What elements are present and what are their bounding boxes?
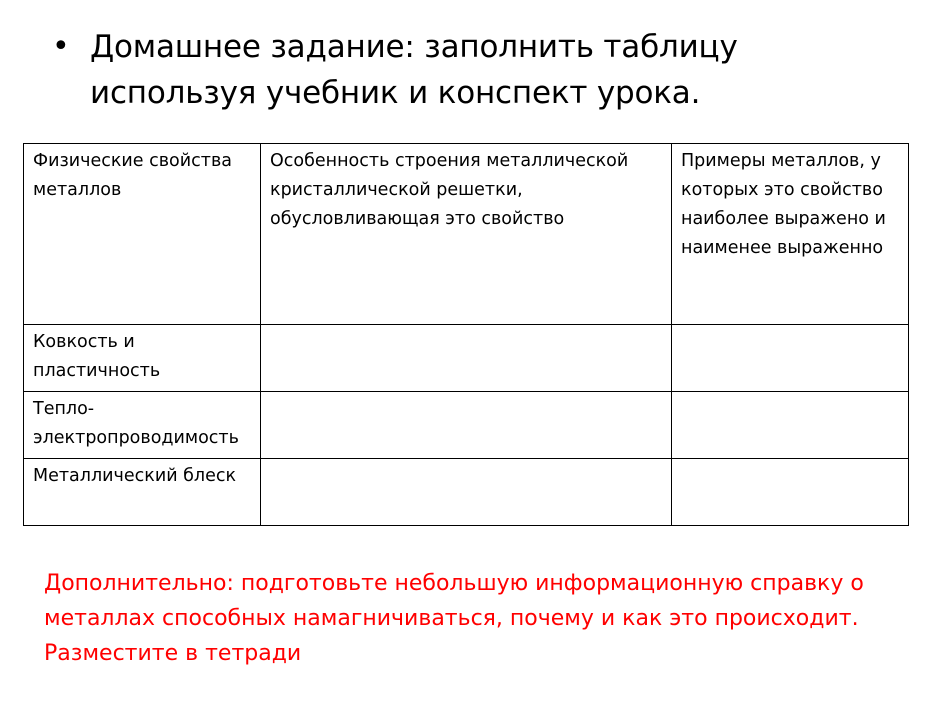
additional-task-note: Дополнительно: подготовьте небольшую информационную справку о металлах способных намагничиваться, почему и как это происходит. Разместите в тетради	[44, 571, 864, 666]
property-cell: Ковкость и пластичность	[24, 325, 261, 392]
table-row	[24, 392, 909, 459]
homework-heading: Домашнее задание: заполнить таблицу используя учебник и конспект урока.	[90, 29, 738, 111]
property-cell: Тепло-электропроводимость	[24, 392, 261, 459]
header-physical-properties: Физические свойства металлов	[24, 144, 261, 325]
bullet-icon: •	[52, 29, 70, 64]
heading-bullet-item	[52, 24, 912, 116]
header-lattice-feature: Особенность строения металлической кристаллической решетки, обусловливающая это свойство	[261, 144, 672, 325]
table-row	[24, 325, 909, 392]
metal-examples-cell[interactable]	[672, 392, 909, 459]
lattice-feature-cell[interactable]	[261, 325, 672, 392]
header-metal-examples: Примеры металлов, у которых это свойство наиболее выражено и наименее выраженно	[672, 144, 909, 325]
metal-examples-cell[interactable]	[672, 325, 909, 392]
lattice-feature-cell[interactable]	[261, 459, 672, 526]
table-header-row	[24, 144, 909, 325]
lattice-feature-cell[interactable]	[261, 392, 672, 459]
metal-properties-table	[23, 143, 909, 526]
property-cell: Металлический блеск	[24, 459, 261, 526]
metal-examples-cell[interactable]	[672, 459, 909, 526]
table-row	[24, 459, 909, 526]
